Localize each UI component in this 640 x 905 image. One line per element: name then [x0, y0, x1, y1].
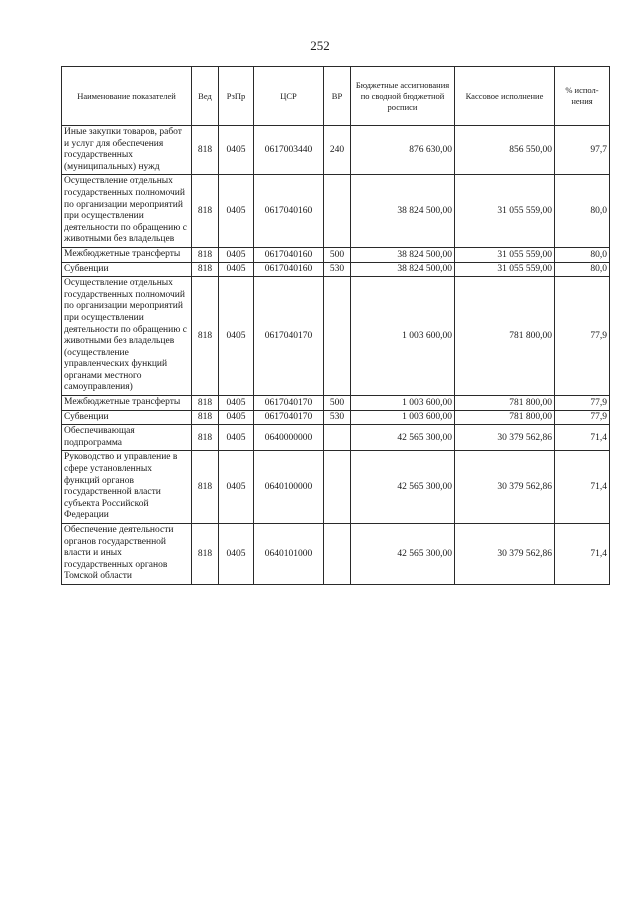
cell-kass: 31 055 559,00 [455, 262, 555, 277]
header-budget: Бюджетные ассигнования по сводной бюджетной росписи [351, 67, 455, 126]
cell-ved: 818 [192, 524, 219, 585]
cell-name: Субвенции [62, 262, 192, 277]
table-row [62, 396, 610, 411]
cell-budget: 876 630,00 [351, 126, 455, 175]
cell-budget: 38 824 500,00 [351, 262, 455, 277]
table-row [62, 451, 610, 524]
cell-name: Обеспечение деятельности органов государственной власти и иных государственных органов Томской области [62, 524, 192, 585]
cell-csr: 0617040160 [254, 175, 324, 248]
header-pct: % испол-нения [555, 67, 610, 126]
cell-pct: 80,0 [555, 175, 610, 248]
cell-rzpr: 0405 [219, 396, 254, 411]
cell-csr: 0617003440 [254, 126, 324, 175]
cell-pct: 80,0 [555, 247, 610, 262]
cell-ved: 818 [192, 396, 219, 411]
cell-kass: 30 379 562,86 [455, 451, 555, 524]
cell-budget: 1 003 600,00 [351, 277, 455, 396]
cell-csr: 0640000000 [254, 425, 324, 451]
cell-rzpr: 0405 [219, 247, 254, 262]
cell-pct: 80,0 [555, 262, 610, 277]
cell-pct: 77,9 [555, 410, 610, 425]
header-ved: Вед [192, 67, 219, 126]
cell-vr: 500 [324, 396, 351, 411]
cell-budget: 38 824 500,00 [351, 175, 455, 248]
cell-rzpr: 0405 [219, 451, 254, 524]
cell-budget: 1 003 600,00 [351, 410, 455, 425]
cell-pct: 77,9 [555, 277, 610, 396]
table-row [62, 175, 610, 248]
cell-budget: 42 565 300,00 [351, 451, 455, 524]
cell-rzpr: 0405 [219, 175, 254, 248]
cell-vr [324, 451, 351, 524]
cell-rzpr: 0405 [219, 277, 254, 396]
cell-rzpr: 0405 [219, 410, 254, 425]
cell-csr: 0617040170 [254, 410, 324, 425]
header-kass: Кассовое исполнение [455, 67, 555, 126]
cell-csr: 0617040170 [254, 396, 324, 411]
cell-csr: 0640101000 [254, 524, 324, 585]
cell-vr: 530 [324, 262, 351, 277]
header-row [62, 67, 610, 126]
cell-csr: 0640100000 [254, 451, 324, 524]
header-csr: ЦСР [254, 67, 324, 126]
cell-vr [324, 175, 351, 248]
cell-csr: 0617040160 [254, 262, 324, 277]
cell-vr: 240 [324, 126, 351, 175]
table-row [62, 277, 610, 396]
table-row [62, 425, 610, 451]
table-row [62, 524, 610, 585]
cell-ved: 818 [192, 247, 219, 262]
cell-pct: 71,4 [555, 425, 610, 451]
cell-kass: 31 055 559,00 [455, 175, 555, 248]
header-rzpr: РзПр [219, 67, 254, 126]
header-name: Наименование показателей [62, 67, 192, 126]
cell-ved: 818 [192, 277, 219, 396]
cell-vr [324, 524, 351, 585]
cell-ved: 818 [192, 425, 219, 451]
cell-pct: 71,4 [555, 524, 610, 585]
budget-execution-table [61, 66, 610, 585]
cell-ved: 818 [192, 451, 219, 524]
cell-vr [324, 425, 351, 451]
cell-ved: 818 [192, 126, 219, 175]
cell-kass: 30 379 562,86 [455, 524, 555, 585]
cell-csr: 0617040160 [254, 247, 324, 262]
cell-budget: 1 003 600,00 [351, 396, 455, 411]
cell-name: Межбюджетные трансферты [62, 396, 192, 411]
cell-kass: 30 379 562,86 [455, 425, 555, 451]
cell-budget: 42 565 300,00 [351, 425, 455, 451]
cell-rzpr: 0405 [219, 126, 254, 175]
cell-rzpr: 0405 [219, 524, 254, 585]
cell-kass: 31 055 559,00 [455, 247, 555, 262]
cell-ved: 818 [192, 410, 219, 425]
cell-name: Обеспечивающая подпрограмма [62, 425, 192, 451]
cell-budget: 38 824 500,00 [351, 247, 455, 262]
cell-ved: 818 [192, 262, 219, 277]
cell-kass: 781 800,00 [455, 396, 555, 411]
cell-kass: 781 800,00 [455, 410, 555, 425]
table-row [62, 247, 610, 262]
cell-vr: 530 [324, 410, 351, 425]
cell-vr [324, 277, 351, 396]
cell-rzpr: 0405 [219, 262, 254, 277]
cell-budget: 42 565 300,00 [351, 524, 455, 585]
table-row [62, 262, 610, 277]
cell-kass: 856 550,00 [455, 126, 555, 175]
cell-name: Межбюджетные трансферты [62, 247, 192, 262]
cell-name: Руководство и управление в сфере установленных функций органов государственной власти субъекта Российской Федерации [62, 451, 192, 524]
cell-rzpr: 0405 [219, 425, 254, 451]
cell-csr: 0617040170 [254, 277, 324, 396]
cell-pct: 97,7 [555, 126, 610, 175]
table-row [62, 126, 610, 175]
cell-name: Иные закупки товаров, работ и услуг для обеспечения государственных (муниципальных) нужд [62, 126, 192, 175]
cell-name: Субвенции [62, 410, 192, 425]
header-vr: ВР [324, 67, 351, 126]
cell-name: Осуществление отдельных государственных полномочий по организации мероприятий при осуществлении деятельности по обращению с животными без владельцев [62, 175, 192, 248]
cell-pct: 77,9 [555, 396, 610, 411]
cell-pct: 71,4 [555, 451, 610, 524]
table-row [62, 410, 610, 425]
page-number: 252 [310, 38, 330, 53]
cell-name: Осуществление отдельных государственных полномочий по организации мероприятий при осуществлении деятельности по обращению с животными без владельцев (осуществление управленческих функций органами местного самоуправления) [62, 277, 192, 396]
cell-vr: 500 [324, 247, 351, 262]
cell-kass: 781 800,00 [455, 277, 555, 396]
cell-ved: 818 [192, 175, 219, 248]
